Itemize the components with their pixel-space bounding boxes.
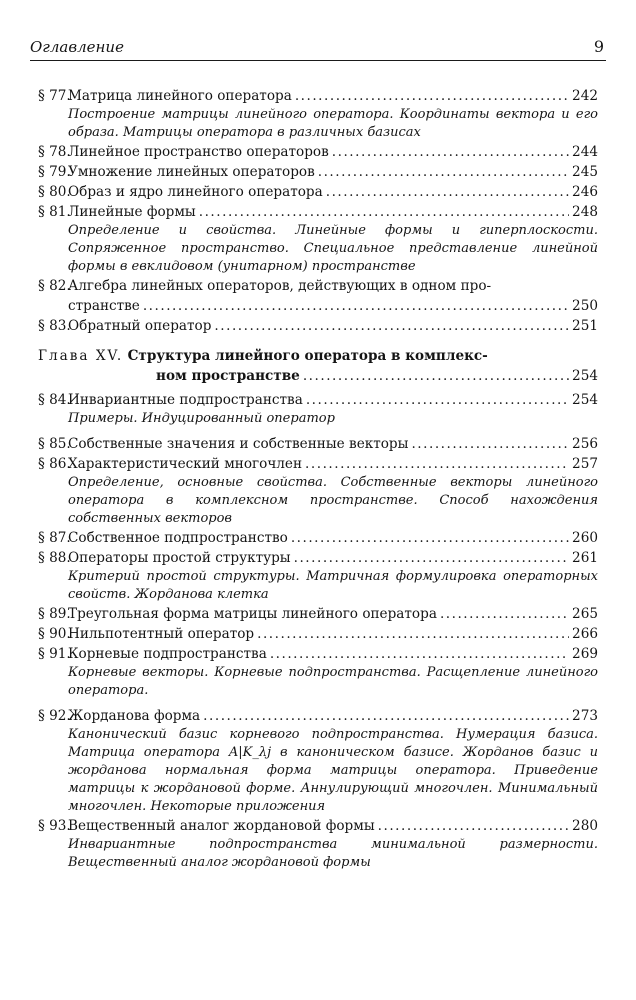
toc-entry-page: 250 <box>572 298 598 314</box>
dot-leader <box>378 816 569 836</box>
toc-entry-page: 254 <box>572 392 598 408</box>
toc-entry-87 <box>38 528 598 548</box>
dot-leader <box>203 706 569 726</box>
dot-leader <box>270 644 569 664</box>
toc-entry-93 <box>38 816 598 872</box>
toc-entry-description: Построение матрицы линейного оператора. Координаты вектора и его образа. Матрицы оператора в различных базисах <box>68 107 598 140</box>
toc-entry-80 <box>38 182 598 202</box>
dot-leader <box>326 182 569 202</box>
toc-entry-page: 280 <box>572 818 598 834</box>
toc-entry-description: Корневые векторы. Корневые подпространства. Расщепление линейного оператора. <box>68 665 598 698</box>
dot-leader <box>295 86 569 106</box>
toc-entry-number: § 91. <box>38 646 71 662</box>
toc-entry-page: 256 <box>572 436 598 452</box>
page-number: 9 <box>593 37 604 56</box>
toc-entry-description: Определение и свойства. Линейные формы и гиперплоскости. Сопряженное пространство. Специальное представление линейной формы в евклидовом (унитарном) пространстве <box>68 223 598 274</box>
toc-entry-81 <box>38 202 598 276</box>
toc-entry-number: § 85. <box>38 436 71 452</box>
dot-leader <box>214 316 569 336</box>
dot-leader <box>332 142 569 162</box>
toc-entry-title: Нильпотентный оператор <box>68 626 255 642</box>
toc-entry-number: § 86. <box>38 456 71 472</box>
toc-entry-89 <box>38 604 598 624</box>
toc-entry-page: 265 <box>572 606 598 622</box>
toc-entry-number: § 80. <box>38 184 71 200</box>
toc-entry-title: Линейное пространство операторов <box>68 144 329 160</box>
toc-entry-description: Определение, основные свойства. Собственные векторы линейного оператора в комплексном пространстве. Способ нахождения собственных векторов <box>68 475 598 526</box>
toc-entry-number: § 93. <box>38 818 71 834</box>
toc-entry-86 <box>38 454 598 528</box>
toc-entry-description: Критерий простой структуры. Матричная формулировка операторных свойств. Жорданова клетка <box>68 569 598 602</box>
running-head-title: Оглавление <box>30 38 124 56</box>
toc-entry-78 <box>38 142 598 162</box>
dot-leader <box>143 296 569 316</box>
dot-leader <box>318 162 569 182</box>
toc-entry-description: Канонический базис корневого подпространства. Нумерация базиса. Матрица оператора A|K_λj в каноническом базисе. Жорданов базис и жорданова нормальная форма матрицы оператора. Приведение матрицы к жордановой форме. Аннулирующий многочлен. Минимальный многочлен. Некоторые приложения <box>68 727 598 814</box>
toc-entry-page: 246 <box>572 184 598 200</box>
toc-entry-91 <box>38 644 598 700</box>
toc-entry-85 <box>38 434 598 454</box>
toc-entry-title: Алгебра линейных операторов, действующих в одном про- <box>68 278 492 294</box>
toc-entry-number: § 92. <box>38 708 71 724</box>
toc-entry-title: Треугольная форма матрицы линейного оператора <box>68 606 437 622</box>
dot-leader <box>257 624 569 644</box>
toc-entry-77 <box>38 86 598 142</box>
toc-entry-title: Образ и ядро линейного оператора <box>68 184 323 200</box>
toc-entry-page: 244 <box>572 144 598 160</box>
toc-entry-number: § 83. <box>38 318 71 334</box>
toc-entry-83 <box>38 316 598 336</box>
dot-leader <box>294 548 569 568</box>
dot-leader <box>291 528 569 548</box>
dot-leader <box>305 454 569 474</box>
toc-entry-90 <box>38 624 598 644</box>
toc-entry-page: 257 <box>572 456 598 472</box>
chapter-prefix: Глава XV. <box>38 348 124 364</box>
toc-entry-title: Инвариантные подпространства <box>68 392 303 408</box>
running-head <box>30 36 606 61</box>
toc-entry-79 <box>38 162 598 182</box>
dot-leader <box>199 202 569 222</box>
toc-entry-number: § 77. <box>38 88 71 104</box>
toc-entry-page: 273 <box>572 708 598 724</box>
toc-entry-page: 242 <box>572 88 598 104</box>
toc-entry-title: Собственные значения и собственные векторы <box>68 436 409 452</box>
toc-entry-page: 269 <box>572 646 598 662</box>
toc-entry-title: Характеристический многочлен <box>68 456 303 472</box>
toc-entry-page: 266 <box>572 626 598 642</box>
toc-entry-number: § 78. <box>38 144 71 160</box>
chapter-page: 254 <box>572 368 598 384</box>
toc-entry-number: § 89. <box>38 606 71 622</box>
toc-entry-88 <box>38 548 598 604</box>
toc-entry-number: § 84. <box>38 392 71 408</box>
toc-entry-page: 248 <box>572 204 598 220</box>
chapter-title-continued: ном пространстве <box>156 368 300 384</box>
toc-entry-page: 261 <box>572 550 598 566</box>
toc-entry-description: Инвариантные подпространства минимальной размерности. Вещественный аналог жордановой формы <box>68 837 598 870</box>
toc-entry-82 <box>38 276 598 316</box>
toc-entry-number: § 82. <box>38 278 71 294</box>
toc-entry-title: Обратный оператор <box>68 318 212 334</box>
toc-entry-title: Матрица линейного оператора <box>68 88 292 104</box>
toc-entry-title: Операторы простой структуры <box>68 550 291 566</box>
toc-entry-number: § 90. <box>38 626 71 642</box>
dot-leader <box>411 434 569 454</box>
dot-leader <box>303 366 569 386</box>
toc-entry-title: Жорданова форма <box>68 708 201 724</box>
toc-entry-title: Корневые подпространства <box>68 646 267 662</box>
toc-entry-description: Примеры. Индуцированный оператор <box>68 411 335 426</box>
dot-leader <box>306 390 569 410</box>
toc-entry-page: 245 <box>572 164 598 180</box>
toc-entry-title-continued: странстве <box>68 298 140 314</box>
toc-entry-title: Линейные формы <box>68 204 196 220</box>
toc-entry-page: 260 <box>572 530 598 546</box>
toc-entry-number: § 88. <box>38 550 71 566</box>
toc-entry-number: § 87. <box>38 530 71 546</box>
toc-entry-92 <box>38 706 598 816</box>
chapter-heading-xv <box>38 346 598 386</box>
toc-entry-84 <box>38 390 598 428</box>
toc-entry-number: § 79. <box>38 164 71 180</box>
toc-entry-page: 251 <box>572 318 598 334</box>
dot-leader <box>440 604 569 624</box>
toc-entry-number: § 81. <box>38 204 71 220</box>
toc-entry-title: Умножение линейных операторов <box>68 164 315 180</box>
table-of-contents <box>38 86 598 872</box>
toc-entry-title: Собственное подпространство <box>68 530 288 546</box>
chapter-title: Структура линейного оператора в комплекс- <box>127 348 488 364</box>
toc-entry-title: Вещественный аналог жордановой формы <box>68 818 375 834</box>
